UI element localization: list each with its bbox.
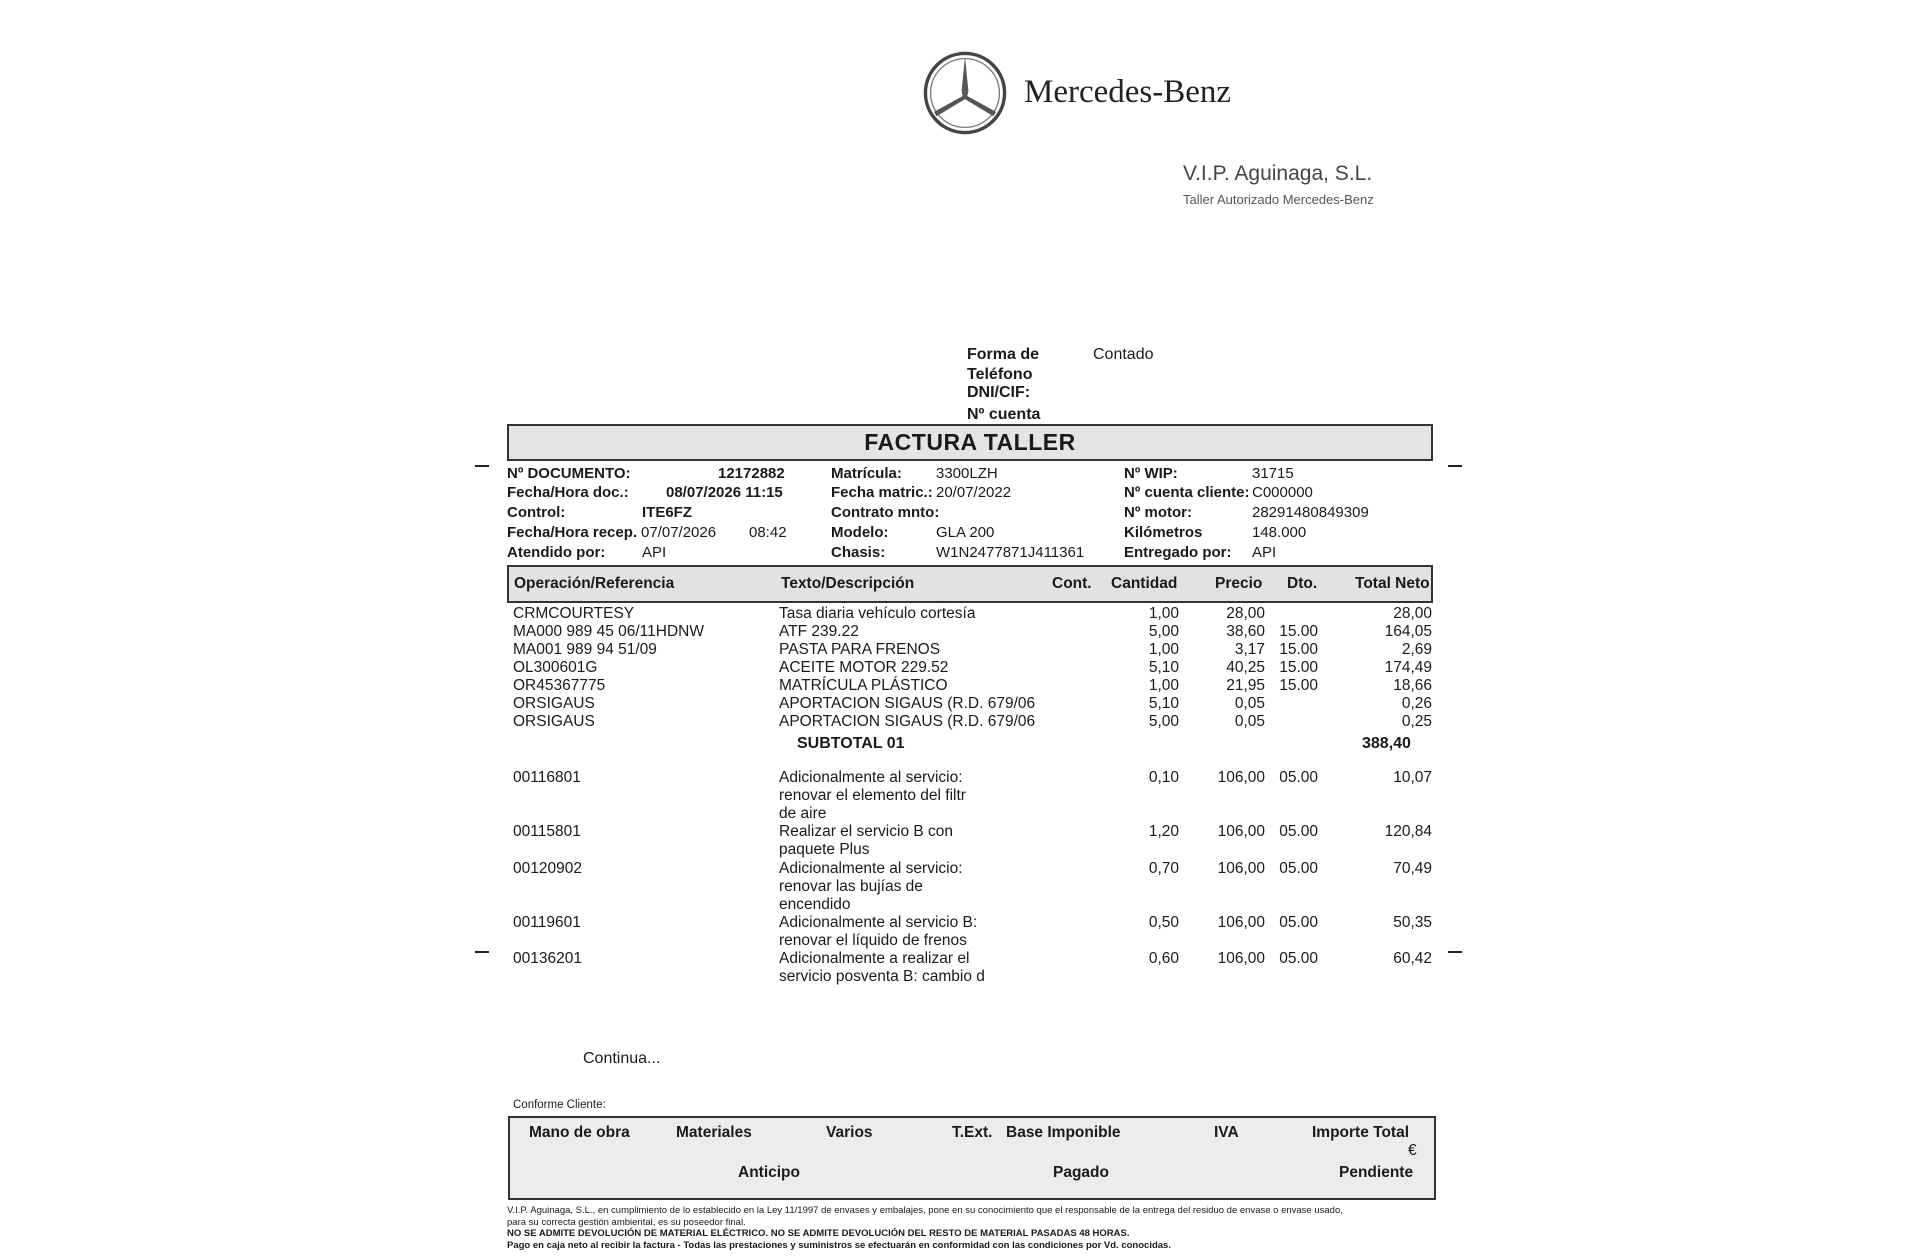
chasis-value: W1N2477871J411361 bbox=[936, 544, 1085, 561]
entregado-label: Entregado por: bbox=[1124, 544, 1232, 561]
labour-desc-line: servicio posventa B: cambio d bbox=[779, 968, 985, 985]
control-value: ITE6FZ bbox=[642, 504, 693, 521]
part-dto: 15.00 bbox=[1279, 659, 1318, 676]
brand-name: Mercedes-Benz bbox=[1024, 74, 1232, 110]
margin-mark bbox=[475, 465, 489, 467]
part-qty: 5,00 bbox=[1148, 623, 1179, 640]
mano-obra-label: Mano de obra bbox=[529, 1124, 630, 1141]
col-cont: Cont. bbox=[1052, 575, 1092, 592]
part-qty: 5,10 bbox=[1148, 695, 1179, 712]
labour-qty: 0,50 bbox=[1148, 914, 1179, 931]
part-qty: 1,00 bbox=[1148, 605, 1179, 622]
part-price: 3,17 bbox=[1234, 641, 1265, 658]
part-total: 18,66 bbox=[1393, 677, 1432, 694]
entregado-value: API bbox=[1252, 544, 1277, 561]
col-total-neto: Total Neto bbox=[1355, 575, 1430, 592]
part-ref: ORSIGAUS bbox=[513, 713, 595, 730]
fecha-matric-label: Fecha matric.: bbox=[831, 484, 933, 501]
labour-total: 50,35 bbox=[1393, 914, 1432, 931]
fecha-recep-date: 07/07/2026 bbox=[641, 524, 717, 541]
labour-desc-line: encendido bbox=[779, 896, 851, 913]
margin-mark bbox=[1448, 465, 1462, 467]
part-desc: PASTA PARA FRENOS bbox=[779, 641, 941, 658]
part-total: 174,49 bbox=[1384, 659, 1432, 676]
invoice-title-bar bbox=[507, 424, 1433, 461]
legal-notice bbox=[507, 1205, 1447, 1251]
cuenta-cliente-value: C000000 bbox=[1252, 484, 1313, 501]
legal-line-1: V.I.P. Aguinaga, S.L., en cumplimiento de lo establecido en la Ley 11/1997 de envases y embalajes, pone en su conocimiento que el responsable de la entrega del residuo de envase o envase usado, bbox=[507, 1205, 1343, 1216]
part-dto: 15.00 bbox=[1279, 641, 1318, 658]
part-ref: ORSIGAUS bbox=[513, 695, 595, 712]
forma-label: Forma de bbox=[967, 346, 1040, 363]
part-price: 0,05 bbox=[1234, 695, 1265, 712]
margin-mark bbox=[1448, 951, 1462, 953]
part-qty: 1,00 bbox=[1148, 677, 1179, 694]
margin-mark bbox=[475, 951, 489, 953]
labour-ref: 00119601 bbox=[513, 914, 581, 931]
fecha-recep-label: Fecha/Hora recep. bbox=[507, 524, 638, 541]
part-desc: MATRÍCULA PLÁSTICO bbox=[779, 677, 948, 694]
atendido-label: Atendido por: bbox=[507, 544, 606, 561]
labour-dto: 05.00 bbox=[1279, 769, 1318, 786]
labour-total: 10,07 bbox=[1393, 769, 1432, 786]
pendiente-label: Pendiente bbox=[1339, 1164, 1414, 1181]
part-price: 0,05 bbox=[1234, 713, 1265, 730]
labour-desc-line: paquete Plus bbox=[779, 841, 870, 858]
part-price: 21,95 bbox=[1226, 677, 1265, 694]
labour-total: 60,42 bbox=[1393, 950, 1432, 967]
modelo-value: GLA 200 bbox=[936, 524, 995, 541]
labour-price: 106,00 bbox=[1217, 914, 1265, 931]
labour-desc-line: renovar el líquido de frenos bbox=[779, 932, 967, 949]
dni-label: DNI/CIF: bbox=[967, 384, 1031, 401]
labour-qty: 0,10 bbox=[1148, 769, 1179, 786]
documento-value: 12172882 bbox=[718, 465, 785, 482]
labour-ref: 00136201 bbox=[513, 950, 582, 967]
labour-ref: 00116801 bbox=[513, 769, 581, 786]
part-total: 2,69 bbox=[1401, 641, 1432, 658]
wip-value: 31715 bbox=[1252, 465, 1294, 482]
matricula-label: Matrícula: bbox=[831, 465, 902, 482]
part-total: 0,26 bbox=[1401, 695, 1432, 712]
fecha-doc-label: Fecha/Hora doc.: bbox=[507, 484, 629, 501]
pagado-label: Pagado bbox=[1053, 1164, 1109, 1181]
part-ref: OR45367775 bbox=[513, 677, 606, 694]
part-ref: MA001 989 94 51/09 bbox=[513, 641, 657, 658]
varios-label: Varios bbox=[826, 1124, 873, 1141]
part-total: 28,00 bbox=[1393, 605, 1432, 622]
labour-desc-line: renovar el elemento del filtr bbox=[779, 787, 966, 804]
chasis-label: Chasis: bbox=[831, 544, 886, 561]
labour-total: 120,84 bbox=[1384, 823, 1432, 840]
conforme-label: Conforme Cliente: bbox=[513, 1099, 606, 1111]
subtotal-value: 388,40 bbox=[1362, 735, 1411, 752]
part-qty: 1,00 bbox=[1148, 641, 1179, 658]
forma-value: Contado bbox=[1093, 346, 1154, 363]
part-desc: ATF 239.22 bbox=[779, 623, 859, 640]
part-desc: ACEITE MOTOR 229.52 bbox=[779, 659, 949, 676]
labour-ref: 00120902 bbox=[513, 860, 582, 877]
legal-line-4: Pago en caja neto al recibir la factura - Todas las prestaciones y suministros se efectuarán en conformidad con las condiciones por Vd. conocidas. bbox=[507, 1239, 1171, 1251]
labour-total: 70,49 bbox=[1393, 860, 1432, 877]
iva-label: IVA bbox=[1214, 1124, 1239, 1141]
dealer-name: V.I.P. Aguinaga, S.L. bbox=[1183, 162, 1373, 185]
part-desc: APORTACION SIGAUS (R.D. 679/06 bbox=[779, 713, 1036, 730]
part-desc: APORTACION SIGAUS (R.D. 679/06 bbox=[779, 695, 1036, 712]
cuenta-cliente-label: Nº cuenta cliente: bbox=[1124, 484, 1250, 501]
part-dto: 15.00 bbox=[1279, 677, 1318, 694]
km-label: Kilómetros bbox=[1124, 524, 1203, 541]
cuenta-label: Nº cuenta bbox=[967, 406, 1041, 423]
labour-ref: 00115801 bbox=[513, 823, 581, 840]
text-label: T.Ext. bbox=[952, 1124, 993, 1141]
col-dto: Dto. bbox=[1287, 575, 1318, 592]
part-qty: 5,00 bbox=[1148, 713, 1179, 730]
modelo-label: Modelo: bbox=[831, 524, 889, 541]
labour-dto: 05.00 bbox=[1279, 950, 1318, 967]
labour-qty: 0,70 bbox=[1148, 860, 1179, 877]
labour-qty: 1,20 bbox=[1148, 823, 1179, 840]
labour-desc-line: Adicionalmente al servicio: bbox=[779, 769, 963, 786]
labour-dto: 05.00 bbox=[1279, 914, 1318, 931]
importe-total-label: Importe Total bbox=[1312, 1124, 1410, 1141]
part-ref: MA000 989 45 06/11HDNW bbox=[513, 623, 704, 640]
continua-text: Continua... bbox=[583, 1050, 661, 1067]
part-ref: OL300601G bbox=[513, 659, 598, 676]
part-total: 164,05 bbox=[1384, 623, 1432, 640]
fecha-recep-time: 08:42 bbox=[749, 524, 787, 541]
fecha-matric-value: 20/07/2022 bbox=[936, 484, 1012, 501]
col-cantidad: Cantidad bbox=[1111, 575, 1178, 592]
table-header bbox=[507, 565, 1433, 603]
labour-price: 106,00 bbox=[1217, 823, 1265, 840]
labour-desc-line: Adicionalmente a realizar el bbox=[779, 950, 970, 967]
km-value: 148.000 bbox=[1252, 524, 1307, 541]
labour-desc-line: Realizar el servicio B con bbox=[779, 823, 954, 840]
labour-qty: 0,60 bbox=[1148, 950, 1179, 967]
totals-box bbox=[508, 1116, 1436, 1200]
labour-price: 106,00 bbox=[1217, 769, 1265, 786]
subtotal-label: SUBTOTAL 01 bbox=[797, 735, 905, 752]
labour-dto: 05.00 bbox=[1279, 823, 1318, 840]
part-price: 28,00 bbox=[1226, 605, 1265, 622]
legal-line-2: para su correcta gestión ambiental, es su poseedor final. bbox=[507, 1216, 746, 1228]
contrato-label: Contrato mnto: bbox=[831, 504, 940, 521]
fecha-doc-value: 08/07/2026 11:15 bbox=[666, 484, 783, 501]
part-dto: 15.00 bbox=[1279, 623, 1318, 640]
documento-label: Nº DOCUMENTO: bbox=[507, 465, 631, 482]
labour-desc-line: renovar las bujías de bbox=[779, 878, 923, 895]
telefono-label: Teléfono bbox=[967, 366, 1033, 383]
control-label: Control: bbox=[507, 504, 566, 521]
legal-line-3: NO SE ADMITE DEVOLUCIÓN DE MATERIAL ELÉCTRICO. NO SE ADMITE DEVOLUCIÓN DEL RESTO DE MATERIAL PASADAS 48 HORAS. bbox=[507, 1228, 1130, 1239]
invoice-title: FACTURA TALLER bbox=[864, 429, 1076, 455]
mercedes-star-icon bbox=[922, 50, 1008, 136]
labour-dto: 05.00 bbox=[1279, 860, 1318, 877]
materiales-label: Materiales bbox=[676, 1124, 752, 1141]
labour-desc-line: de aire bbox=[779, 805, 827, 822]
labour-price: 106,00 bbox=[1217, 950, 1265, 967]
anticipo-label: Anticipo bbox=[738, 1164, 800, 1181]
labour-price: 106,00 bbox=[1217, 860, 1265, 877]
part-price: 40,25 bbox=[1226, 659, 1265, 676]
wip-label: Nº WIP: bbox=[1124, 465, 1178, 482]
part-ref: CRMCOURTESY bbox=[513, 605, 635, 622]
part-price: 38,60 bbox=[1226, 623, 1265, 640]
labour-desc-line: Adicionalmente al servicio B: bbox=[779, 914, 978, 931]
dealer-subtitle: Taller Autorizado Mercedes-Benz bbox=[1183, 192, 1374, 207]
col-descripcion: Texto/Descripción bbox=[781, 575, 915, 592]
col-precio: Precio bbox=[1215, 575, 1263, 592]
part-total: 0,25 bbox=[1401, 713, 1432, 730]
labour-desc-line: Adicionalmente al servicio: bbox=[779, 860, 963, 877]
motor-label: Nº motor: bbox=[1124, 504, 1192, 521]
atendido-value: API bbox=[642, 544, 667, 561]
motor-value: 28291480849309 bbox=[1252, 504, 1369, 521]
col-operacion: Operación/Referencia bbox=[514, 575, 675, 592]
part-qty: 5,10 bbox=[1148, 659, 1179, 676]
part-desc: Tasa diaria vehículo cortesía bbox=[779, 605, 976, 622]
euro-sign: € bbox=[1408, 1142, 1417, 1159]
base-imponible-label: Base Imponible bbox=[1006, 1124, 1121, 1141]
matricula-value: 3300LZH bbox=[936, 465, 998, 482]
